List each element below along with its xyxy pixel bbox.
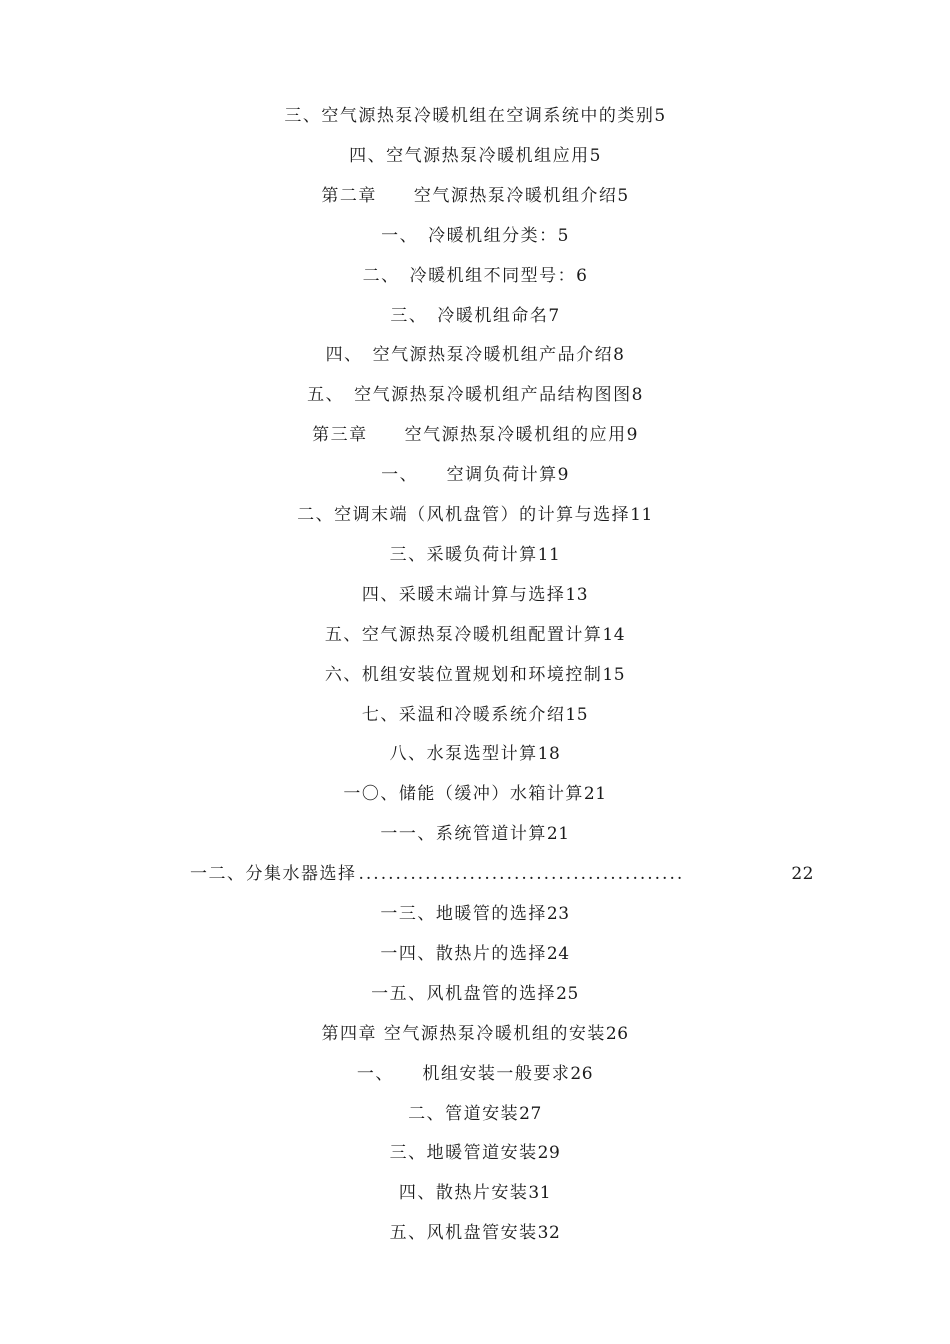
toc-entry <box>0 1102 950 1126</box>
toc-entry-page: 9 <box>626 425 638 445</box>
toc-entry-page: 22 <box>791 864 814 884</box>
toc-entry-page: 29 <box>537 1143 561 1163</box>
toc-entry-title: 五、 空气源热泵冷暖机组产品结构图图 <box>307 385 632 405</box>
toc-entry-page: 21 <box>583 784 607 804</box>
toc-entry-title: 七、采温和冷暖系统介绍 <box>361 705 566 725</box>
toc-entry-page: 18 <box>537 744 561 764</box>
toc-entry-title: 二、管道安装 <box>408 1104 520 1124</box>
toc-entry-page: 25 <box>556 984 579 1004</box>
toc-entry-page: 5 <box>589 146 601 166</box>
toc-chapter-entry <box>0 184 950 208</box>
toc-entry-page: 31 <box>528 1183 552 1203</box>
toc-entry <box>0 304 950 328</box>
toc-entry <box>0 742 950 766</box>
toc-entry-page: 11 <box>630 505 653 525</box>
toc-entry-page: 24 <box>546 944 570 964</box>
toc-entry <box>0 1221 950 1245</box>
toc-entry <box>0 264 950 288</box>
toc-entry <box>0 1141 950 1165</box>
toc-entry <box>0 982 950 1006</box>
toc-chapter-entry <box>0 423 950 447</box>
toc-entry <box>0 942 950 966</box>
toc-entry <box>0 144 950 168</box>
dot-leader: ............................................ <box>358 864 685 884</box>
toc-entry-title: 第三章 空气源热泵冷暖机组的应用 <box>312 425 627 445</box>
toc-entry-title: 五、风机盘管安装 <box>389 1223 538 1243</box>
toc-entry <box>0 1181 950 1205</box>
toc-entry-title: 三、空气源热泵冷暖机组在空调系统中的类别 <box>284 106 655 126</box>
toc-entry-title: 三、 冷暖机组命名 <box>390 306 549 326</box>
toc-entry-page: 32 <box>537 1223 561 1243</box>
toc-entry <box>0 703 950 727</box>
toc-entry-title: 一三、地暖管的选择 <box>380 904 547 924</box>
toc-entry <box>0 782 950 806</box>
toc-entry <box>0 104 950 128</box>
toc-entry-page: 27 <box>519 1104 542 1124</box>
toc-entry <box>0 623 950 647</box>
toc-entry <box>0 463 950 487</box>
toc-entry <box>0 543 950 567</box>
toc-entry-page: 15 <box>602 665 626 685</box>
toc-entry-title: 第四章 空气源热泵冷暖机组的安装 <box>321 1024 606 1044</box>
toc-entry-title: 三、地暖管道安装 <box>389 1143 538 1163</box>
toc-entry-title: 第二章 空气源热泵冷暖机组介绍 <box>321 186 618 206</box>
toc-chapter-entry <box>0 1022 950 1046</box>
toc-entry-page: 5 <box>654 106 666 126</box>
toc-entry-title: 一二、分集水器选择 <box>190 864 357 884</box>
toc-entry-title: 一〇、储能（缓冲）水箱计算 <box>343 784 584 804</box>
toc-entry-title: 一、 空调负荷计算 <box>381 465 558 485</box>
toc-entry-page: 5 <box>557 226 569 246</box>
toc-entry-title: 二、 冷暖机组不同型号： <box>362 266 577 286</box>
toc-entry-title: 四、空气源热泵冷暖机组应用 <box>349 146 590 166</box>
toc-entry-page: 9 <box>557 465 569 485</box>
toc-entry-page: 14 <box>602 625 626 645</box>
toc-entry <box>0 383 950 407</box>
toc-entry-page: 13 <box>565 585 589 605</box>
toc-entry-title: 四、散热片安装 <box>398 1183 529 1203</box>
toc-entry-page: 8 <box>613 345 625 365</box>
toc-entry-title: 一一、系统管道计算 <box>380 824 547 844</box>
toc-entry-title: 三、采暖负荷计算 <box>389 545 538 565</box>
toc-entry <box>0 224 950 248</box>
toc-entry-dotted <box>190 862 814 886</box>
toc-entry-page: 6 <box>576 266 588 286</box>
toc-entry <box>0 902 950 926</box>
toc-entry-page: 11 <box>537 545 561 565</box>
toc-entry-title: 四、 空气源热泵冷暖机组产品介绍 <box>325 345 614 365</box>
toc-entry <box>0 503 950 527</box>
toc-entry-page: 5 <box>617 186 629 206</box>
toc-entry <box>0 583 950 607</box>
toc-entry-page: 7 <box>548 306 560 326</box>
toc-entry-page: 26 <box>570 1064 594 1084</box>
toc-entry-title: 一五、风机盘管的选择 <box>371 984 557 1004</box>
toc-entry <box>0 343 950 367</box>
toc-entry-page: 23 <box>546 904 570 924</box>
toc-entry-title: 五、空气源热泵冷暖机组配置计算 <box>324 625 603 645</box>
toc-entry-page: 15 <box>565 705 589 725</box>
toc-entry-title: 四、采暖末端计算与选择 <box>361 585 566 605</box>
toc-entry-title: 一四、散热片的选择 <box>380 944 547 964</box>
toc-entry-title: 八、水泵选型计算 <box>389 744 538 764</box>
toc-entry-page: 8 <box>631 385 643 405</box>
toc-entry-page: 26 <box>605 1024 629 1044</box>
toc-entry-title: 六、机组安装位置规划和环境控制 <box>324 665 603 685</box>
toc-entry-title: 一、 冷暖机组分类： <box>381 226 558 246</box>
toc-entry <box>0 1062 950 1086</box>
toc-entry <box>0 822 950 846</box>
toc-entry-page: 21 <box>546 824 570 844</box>
toc-entry-title: 二、空调末端（风机盘管）的计算与选择 <box>297 505 631 525</box>
toc-entry <box>0 663 950 687</box>
toc-entry-title: 一、 机组安装一般要求 <box>356 1064 571 1084</box>
